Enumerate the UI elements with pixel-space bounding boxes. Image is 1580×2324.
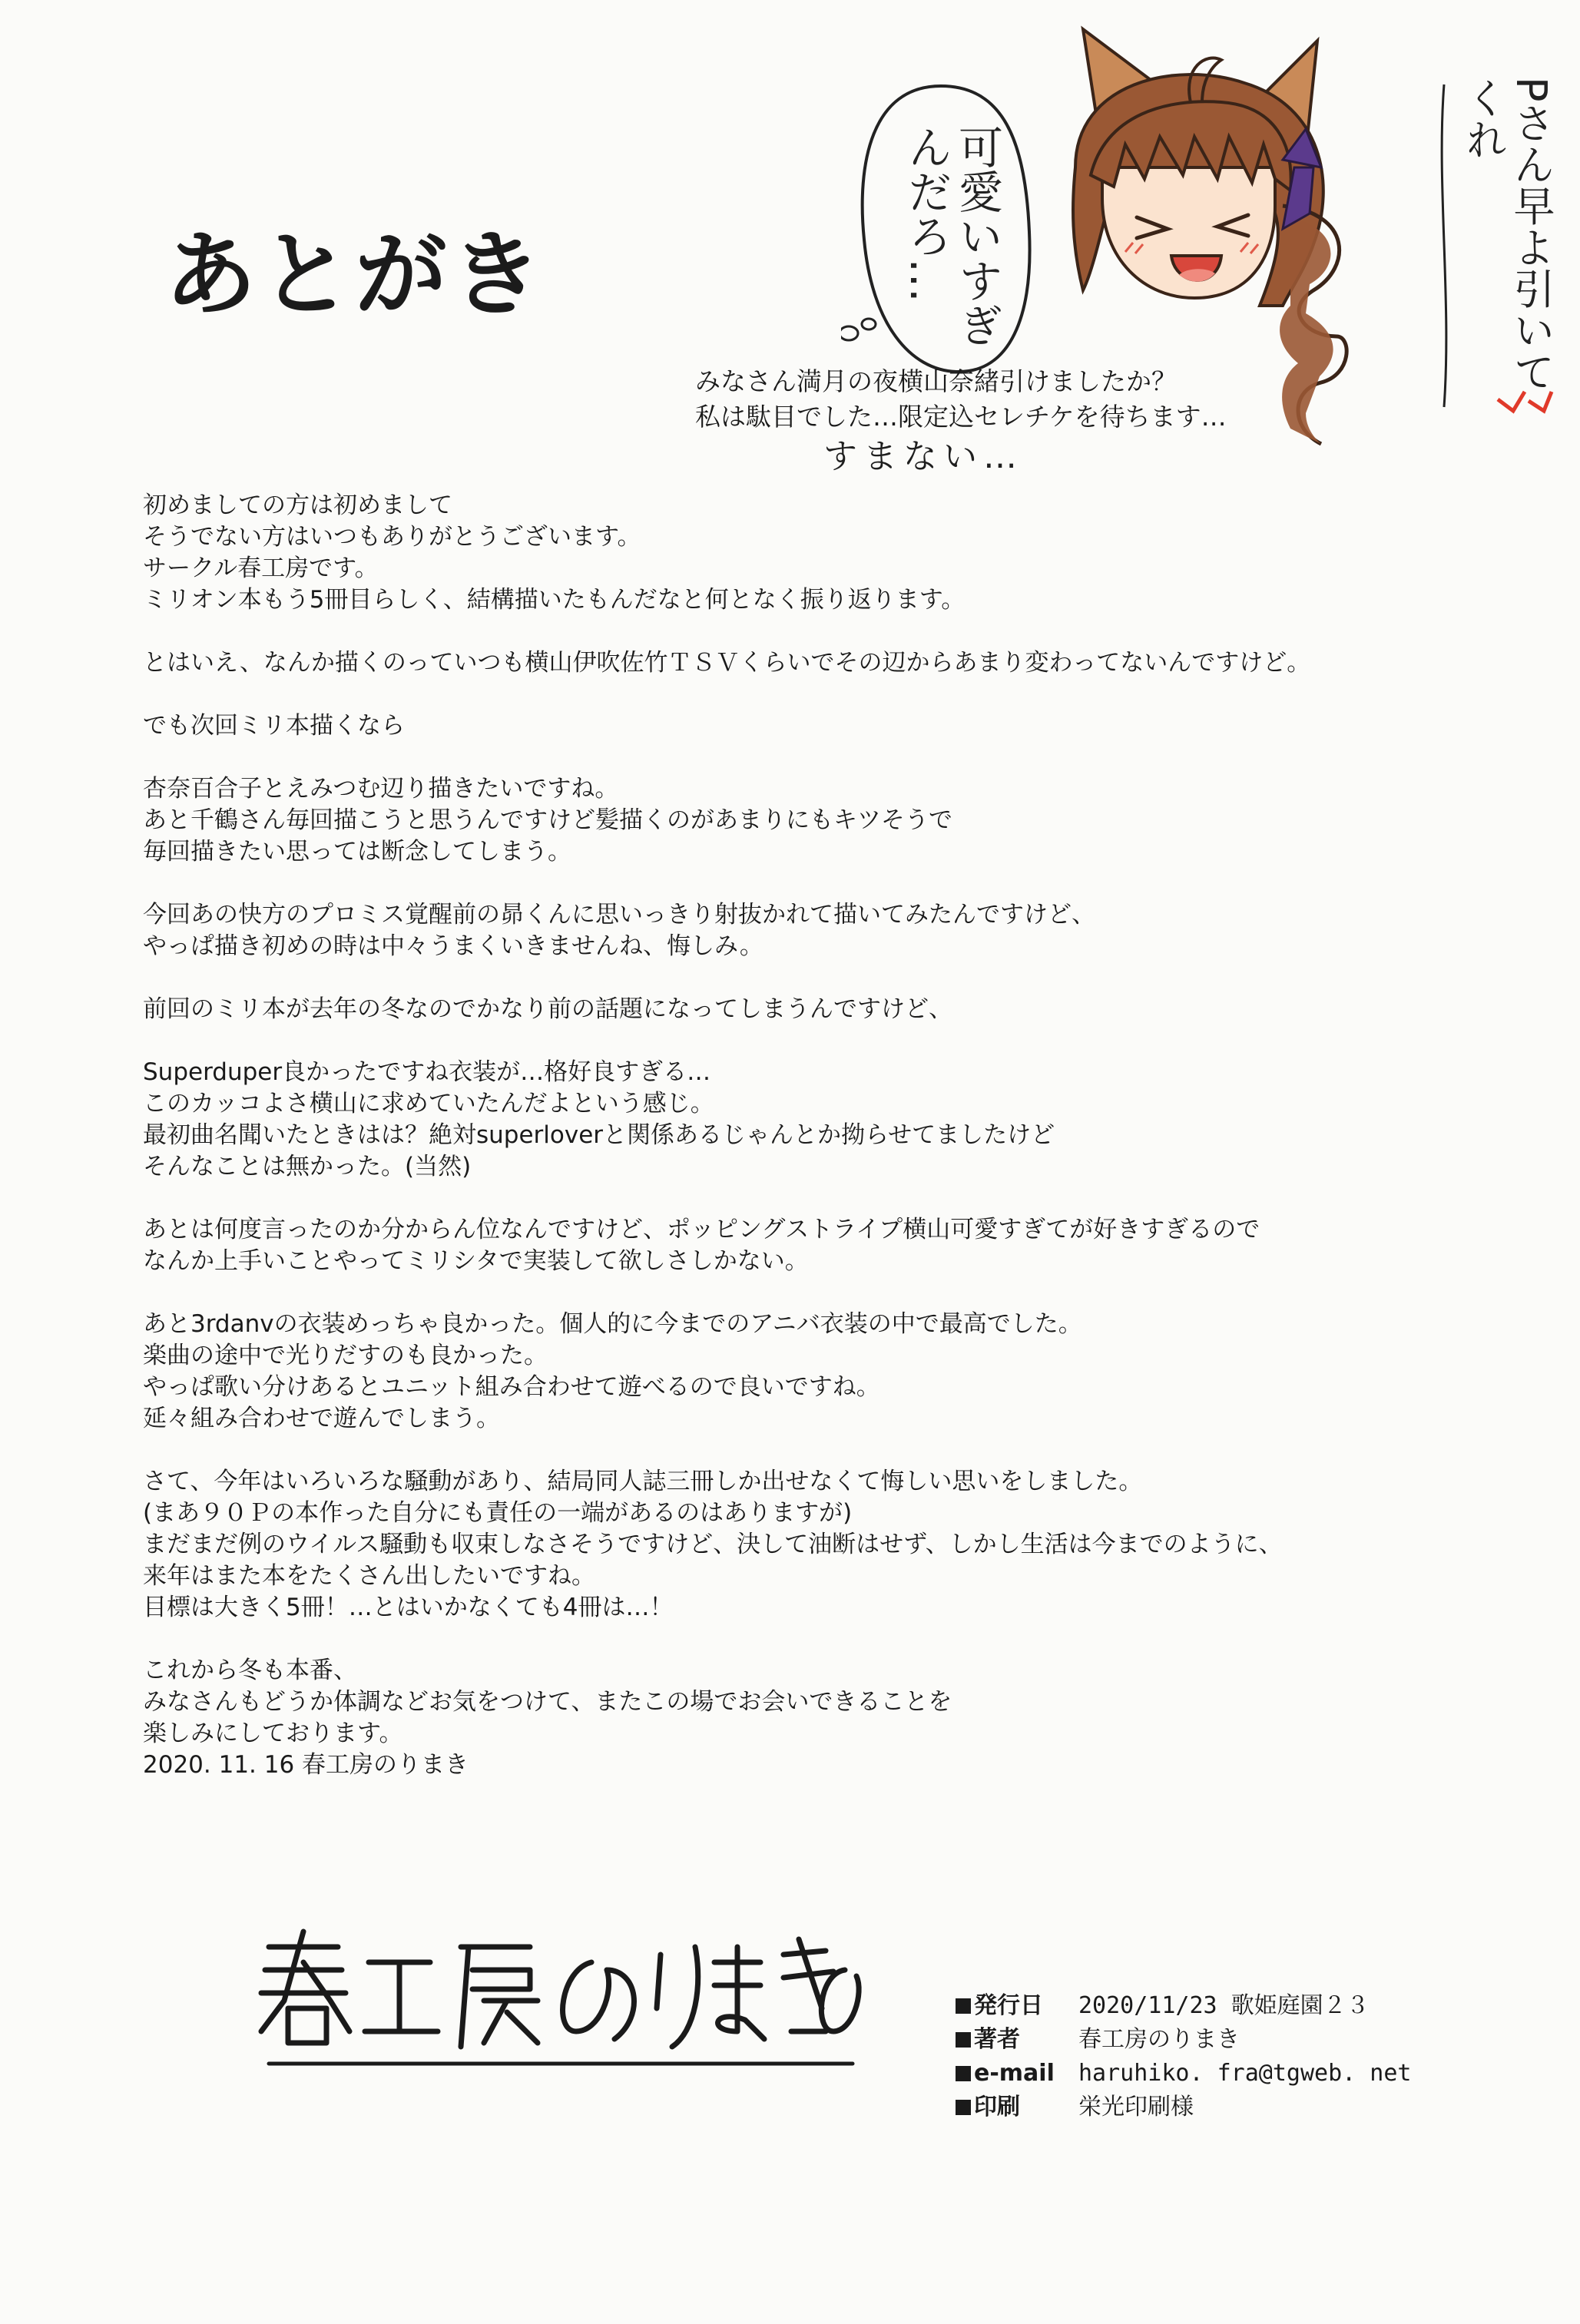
caption-line: みなさん満月の夜横山奈緒引けましたか？ [695, 366, 1177, 396]
paragraph [143, 1057, 1464, 1183]
paragraph [143, 1655, 1464, 1750]
paragraph [143, 710, 1464, 742]
page-title: あとがき [164, 222, 545, 329]
colophon-key: e-mail [956, 2057, 1078, 2091]
colophon-key: 印刷 [956, 2091, 1078, 2124]
text-line: 毎回描きたい思っては断念してしまう。 [143, 838, 571, 866]
colophon-row [956, 2091, 1462, 2124]
text-line: やっぱ描き初めの時は中々うまくいきませんね、悔しみ。 [143, 932, 764, 960]
text-line: これから冬も本番、 [143, 1657, 357, 1684]
text-line: でも次回ミリ本描くなら [143, 712, 405, 740]
date-signature: 2020. 11. 16 春工房のりまき [143, 1751, 469, 1779]
illustration-caption [695, 364, 1325, 435]
text-line: とはいえ、なんか描くのっていつも横山伊吹佐竹ＴＳＶくらいでその辺からあまり変わってないんですけど。 [143, 649, 1311, 677]
caption-line: 私は駄目でした…限定込セレチケを待ちます… [695, 402, 1227, 432]
text-line: 目標は大きく5冊！…とはいかなくても4冊は…！ [143, 1594, 674, 1621]
text-line: 来年はまた本をたくさん出したいですね。 [143, 1562, 595, 1590]
text-line: あと千鶴さん毎回描こうと思うんですけど髪描くのがあまりにもキツそうで [143, 806, 952, 834]
caption-handwritten: すまない… [823, 437, 1023, 476]
text-line: なんか上手いことやってミリシタで実装して欲しさしかない。 [143, 1247, 809, 1275]
text-line: サークル春工房です。 [143, 555, 379, 582]
text-line: 楽曲の途中で光りだすのも良かった。 [143, 1342, 548, 1369]
text-line: ミリオン本もう5冊目らしく、結構描いたもんだなと何となく振り返ります。 [143, 586, 966, 614]
text-line: 杏奈百合子とえみつむ辺り描きたいですね。 [143, 775, 619, 803]
text-line: まだまだ例のウイルス騒動も収束しなさそうですけど、決して油断はせず、しかし生活は今までのように、 [143, 1531, 1283, 1558]
handwritten-signature [253, 1916, 868, 2077]
paragraph [143, 1466, 1464, 1624]
paragraph [143, 490, 1464, 616]
text-line: さて、今年はいろいろな騒動があり、結局同人誌三冊しか出せなくて悔しい思いをしました。 [143, 1468, 1143, 1495]
text-line: あとは何度言ったのか分からん位なんですけど、ポッピングストライプ横山可愛すぎてが好きすぎるので [143, 1216, 1260, 1243]
text-line: そうでない方はいつもありがとうございます。 [143, 523, 641, 551]
paragraph [143, 647, 1464, 679]
colophon-row [956, 1989, 1462, 2023]
text-line: あと3rdanvの衣装めっちゃ良かった。個人的に今までのアニバ衣装の中で最高でした。 [143, 1310, 1082, 1338]
afterword-body [143, 490, 1464, 1781]
thought-bubble-text: 可愛いすぎんだろ… [900, 124, 1003, 347]
paragraph [143, 1309, 1464, 1435]
colophon [956, 1989, 1462, 2124]
side-memo-text: Pさん早よ引いてくれ [1459, 77, 1555, 392]
colophon-key: 発行日 [956, 1989, 1078, 2023]
paragraph [143, 773, 1464, 868]
paragraph [143, 1214, 1464, 1277]
colophon-key: 著者 [956, 2023, 1078, 2057]
colophon-row [956, 2057, 1462, 2091]
paragraph [143, 899, 1464, 962]
text-line: みなさんもどうか体調などお気をつけて、またこの場でお会いできることを [143, 1688, 952, 1716]
text-line: 最初曲名聞いたときはは？絶対superloverと関係あるじゃんとか拗らせてましたけど [143, 1121, 1055, 1149]
colophon-value: 2020/11/23 歌姫庭園２３ [1078, 1992, 1370, 2019]
colophon-value: 栄光印刷様 [1078, 2094, 1194, 2120]
text-line: このカッコよさ横山に求めていたんだよという感じ。 [143, 1090, 714, 1117]
colophon-row [956, 2023, 1462, 2057]
text-line: 楽しみにしております。 [143, 1720, 403, 1747]
text-line: 前回のミリ本が去年の冬なのでかなり前の話題になってしまうんですけど、 [143, 995, 952, 1023]
colophon-value: haruhiko. fra@tgweb. net [1078, 2060, 1412, 2087]
side-memo [1429, 69, 1559, 422]
text-line: Superduper良かったですね衣装が…格好良すぎる… [143, 1058, 711, 1086]
text-line: (まあ９０Ｐの本作った自分にも責任の一端があるのはありますが) [143, 1499, 853, 1527]
text-line: やっぱ歌い分けあるとユニット組み合わせて遊べるので良いですね。 [143, 1373, 880, 1401]
text-line: そんなことは無かった。(当然) [143, 1153, 472, 1180]
paragraph [143, 994, 1464, 1025]
text-line: 今回あの快方のプロミス覚醒前の昴くんに思いっきり射抜かれて描いてみたんですけど、 [143, 901, 1095, 929]
memo-line [1429, 69, 1559, 422]
colophon-value: 春工房のりまき [1078, 2026, 1240, 2053]
text-line: 延々組み合わせで遊んでしまう。 [143, 1405, 500, 1432]
text-line: 初めましての方は初めまして [143, 492, 452, 519]
thought-bubble [841, 71, 1041, 386]
